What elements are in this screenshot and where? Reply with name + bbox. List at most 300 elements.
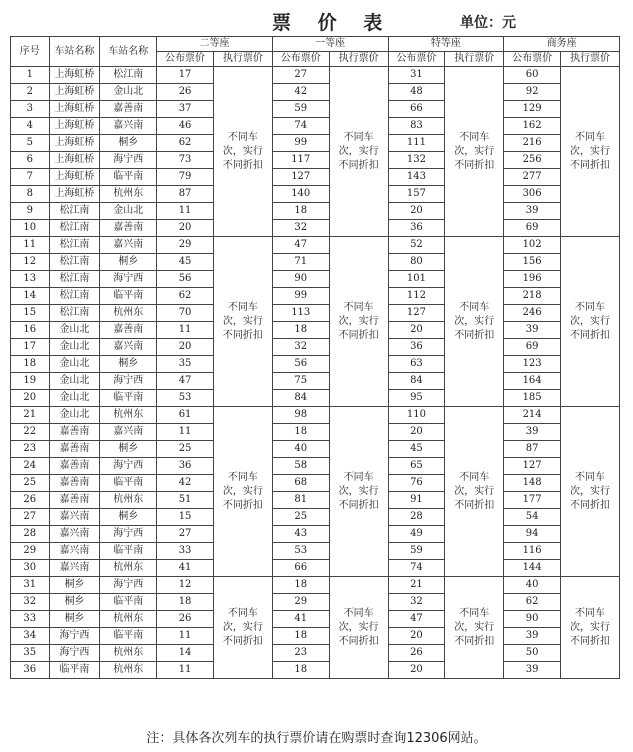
execution-price-note-line: 不同车 xyxy=(227,471,258,483)
cell-premium-class-price: 28 xyxy=(388,509,445,526)
table-row xyxy=(11,101,620,118)
execution-price-note-line: 不同车 xyxy=(343,131,374,143)
cell-to-station: 临平南 xyxy=(100,169,157,186)
cell-business-class-price: 92 xyxy=(504,84,561,101)
cell-index: 30 xyxy=(11,560,50,577)
execution-price-note-line: 不同车 xyxy=(575,607,606,619)
cell-index: 12 xyxy=(11,254,50,271)
execution-price-note-line: 不同折扣 xyxy=(222,499,263,511)
header-execution-price: 执行票价 xyxy=(561,52,620,67)
cell-first-class-price: 40 xyxy=(272,441,329,458)
cell-second-class-price: 62 xyxy=(157,288,214,305)
cell-from-station: 松江南 xyxy=(49,254,100,271)
cell-premium-class-price: 20 xyxy=(388,662,445,679)
cell-from-station: 嘉兴南 xyxy=(49,509,100,526)
cell-first-class-price: 81 xyxy=(272,492,329,509)
cell-first-class-price: 23 xyxy=(272,645,329,662)
execution-price-note-line: 不同车 xyxy=(343,471,374,483)
cell-second-class-price: 87 xyxy=(157,186,214,203)
execution-price-note-line: 不同折扣 xyxy=(570,159,611,171)
cell-to-station: 桐乡 xyxy=(100,135,157,152)
header-execution-price: 执行票价 xyxy=(445,52,504,67)
cell-business-class-price: 123 xyxy=(504,356,561,373)
cell-index: 31 xyxy=(11,577,50,594)
cell-premium-class-price: 36 xyxy=(388,220,445,237)
table-row xyxy=(11,441,620,458)
cell-second-class-price: 11 xyxy=(157,424,214,441)
cell-first-class-price: 25 xyxy=(272,509,329,526)
cell-from-station: 金山北 xyxy=(49,407,100,424)
cell-second-class-price: 56 xyxy=(157,271,214,288)
cell-index: 18 xyxy=(11,356,50,373)
cell-business-class-price: 156 xyxy=(504,254,561,271)
cell-premium-class-price: 47 xyxy=(388,611,445,628)
cell-premium-class-price: 20 xyxy=(388,628,445,645)
cell-index: 25 xyxy=(11,475,50,492)
cell-from-station: 松江南 xyxy=(49,203,100,220)
cell-business-class-price: 102 xyxy=(504,237,561,254)
execution-price-note-line: 次，实行 xyxy=(454,485,495,497)
header-class-second: 二等座 xyxy=(157,37,273,52)
cell-second-class-price: 42 xyxy=(157,475,214,492)
cell-first-class-price: 68 xyxy=(272,475,329,492)
cell-business-class-price: 127 xyxy=(504,458,561,475)
execution-price-note-line: 不同折扣 xyxy=(338,329,379,341)
header-to-station: 车站名称 xyxy=(100,37,157,67)
execution-price-note-line: 不同车 xyxy=(227,301,258,313)
cell-second-class-price: 45 xyxy=(157,254,214,271)
cell-business-class-price: 94 xyxy=(504,526,561,543)
cell-first-class-price: 71 xyxy=(272,254,329,271)
cell-premium-class-price: 101 xyxy=(388,271,445,288)
cell-index: 4 xyxy=(11,118,50,135)
cell-premium-class-price: 66 xyxy=(388,101,445,118)
cell-first-class-price: 18 xyxy=(272,628,329,645)
cell-first-class-price: 117 xyxy=(272,152,329,169)
cell-second-class-price: 12 xyxy=(157,577,214,594)
cell-business-class-price: 277 xyxy=(504,169,561,186)
cell-first-class-price: 18 xyxy=(272,662,329,679)
header-execution-price: 执行票价 xyxy=(329,52,388,67)
cell-index: 22 xyxy=(11,424,50,441)
cell-second-class-price: 11 xyxy=(157,628,214,645)
header-class-premium: 特等座 xyxy=(388,37,504,52)
cell-second-class-price: 14 xyxy=(157,645,214,662)
cell-index: 35 xyxy=(11,645,50,662)
table-row xyxy=(11,492,620,509)
execution-price-note-line: 不同车 xyxy=(575,301,606,313)
cell-first-class-price: 47 xyxy=(272,237,329,254)
cell-first-class-price: 127 xyxy=(272,169,329,186)
cell-index: 24 xyxy=(11,458,50,475)
cell-premium-class-price: 52 xyxy=(388,237,445,254)
cell-to-station: 杭州东 xyxy=(100,662,157,679)
cell-to-station: 杭州东 xyxy=(100,305,157,322)
execution-price-note xyxy=(213,577,272,679)
cell-to-station: 嘉善南 xyxy=(100,220,157,237)
cell-to-station: 临平南 xyxy=(100,543,157,560)
cell-premium-class-price: 26 xyxy=(388,645,445,662)
execution-price-note-line: 不同折扣 xyxy=(570,499,611,511)
cell-second-class-price: 11 xyxy=(157,662,214,679)
table-row xyxy=(11,594,620,611)
cell-to-station: 桐乡 xyxy=(100,356,157,373)
cell-business-class-price: 164 xyxy=(504,373,561,390)
cell-business-class-price: 246 xyxy=(504,305,561,322)
cell-premium-class-price: 65 xyxy=(388,458,445,475)
cell-premium-class-price: 157 xyxy=(388,186,445,203)
table-row xyxy=(11,577,620,594)
cell-second-class-price: 11 xyxy=(157,203,214,220)
execution-price-note xyxy=(561,67,620,237)
cell-to-station: 杭州东 xyxy=(100,492,157,509)
cell-from-station: 桐乡 xyxy=(49,611,100,628)
cell-first-class-price: 41 xyxy=(272,611,329,628)
cell-second-class-price: 79 xyxy=(157,169,214,186)
cell-from-station: 桐乡 xyxy=(49,594,100,611)
cell-business-class-price: 87 xyxy=(504,441,561,458)
cell-index: 33 xyxy=(11,611,50,628)
cell-business-class-price: 162 xyxy=(504,118,561,135)
cell-business-class-price: 39 xyxy=(504,203,561,220)
cell-to-station: 杭州东 xyxy=(100,560,157,577)
execution-price-note xyxy=(329,577,388,679)
execution-price-note-line: 次，实行 xyxy=(570,485,611,497)
cell-business-class-price: 306 xyxy=(504,186,561,203)
cell-first-class-price: 58 xyxy=(272,458,329,475)
cell-index: 34 xyxy=(11,628,50,645)
execution-price-note-line: 不同折扣 xyxy=(454,329,495,341)
execution-price-note-line: 次，实行 xyxy=(222,145,263,157)
cell-from-station: 桐乡 xyxy=(49,577,100,594)
table-row xyxy=(11,509,620,526)
cell-business-class-price: 50 xyxy=(504,645,561,662)
execution-price-note xyxy=(445,407,504,577)
cell-to-station: 临平南 xyxy=(100,475,157,492)
cell-business-class-price: 218 xyxy=(504,288,561,305)
execution-price-note-line: 次，实行 xyxy=(222,621,263,633)
cell-from-station: 上海虹桥 xyxy=(49,186,100,203)
cell-premium-class-price: 45 xyxy=(388,441,445,458)
execution-price-note-line: 次，实行 xyxy=(454,145,495,157)
cell-business-class-price: 177 xyxy=(504,492,561,509)
cell-from-station: 上海虹桥 xyxy=(49,84,100,101)
cell-business-class-price: 144 xyxy=(504,560,561,577)
cell-index: 15 xyxy=(11,305,50,322)
cell-premium-class-price: 49 xyxy=(388,526,445,543)
cell-second-class-price: 73 xyxy=(157,152,214,169)
cell-business-class-price: 196 xyxy=(504,271,561,288)
table-row xyxy=(11,407,620,424)
cell-index: 1 xyxy=(11,67,50,84)
execution-price-note-line: 次，实行 xyxy=(338,485,379,497)
cell-to-station: 海宁西 xyxy=(100,271,157,288)
table-row xyxy=(11,526,620,543)
execution-price-note-line: 不同折扣 xyxy=(454,159,495,171)
cell-index: 27 xyxy=(11,509,50,526)
header-published-price: 公布票价 xyxy=(272,52,329,67)
table-row xyxy=(11,288,620,305)
cell-index: 19 xyxy=(11,373,50,390)
cell-second-class-price: 62 xyxy=(157,135,214,152)
header-class-first: 一等座 xyxy=(272,37,388,52)
cell-first-class-price: 53 xyxy=(272,543,329,560)
cell-premium-class-price: 83 xyxy=(388,118,445,135)
cell-to-station: 杭州东 xyxy=(100,611,157,628)
cell-from-station: 上海虹桥 xyxy=(49,118,100,135)
fare-table-body xyxy=(11,67,620,679)
cell-second-class-price: 26 xyxy=(157,611,214,628)
execution-price-note-line: 不同车 xyxy=(227,131,258,143)
cell-from-station: 金山北 xyxy=(49,322,100,339)
cell-business-class-price: 60 xyxy=(504,67,561,84)
cell-to-station: 杭州东 xyxy=(100,186,157,203)
execution-price-note-line: 不同折扣 xyxy=(338,159,379,171)
execution-price-note-line: 次，实行 xyxy=(570,145,611,157)
cell-from-station: 松江南 xyxy=(49,305,100,322)
cell-first-class-price: 90 xyxy=(272,271,329,288)
cell-to-station: 嘉善南 xyxy=(100,101,157,118)
execution-price-note-line: 不同车 xyxy=(459,607,490,619)
cell-first-class-price: 98 xyxy=(272,407,329,424)
cell-to-station: 杭州东 xyxy=(100,645,157,662)
cell-index: 2 xyxy=(11,84,50,101)
cell-premium-class-price: 32 xyxy=(388,594,445,611)
table-row xyxy=(11,135,620,152)
cell-to-station: 嘉兴南 xyxy=(100,424,157,441)
table-row xyxy=(11,254,620,271)
cell-to-station: 海宁西 xyxy=(100,152,157,169)
table-row xyxy=(11,152,620,169)
table-row xyxy=(11,662,620,679)
cell-to-station: 临平南 xyxy=(100,390,157,407)
execution-price-note-line: 不同折扣 xyxy=(570,329,611,341)
cell-second-class-price: 20 xyxy=(157,339,214,356)
cell-index: 26 xyxy=(11,492,50,509)
execution-price-note xyxy=(445,577,504,679)
execution-price-note-line: 不同折扣 xyxy=(222,159,263,171)
cell-second-class-price: 37 xyxy=(157,101,214,118)
cell-to-station: 海宁西 xyxy=(100,458,157,475)
cell-premium-class-price: 112 xyxy=(388,288,445,305)
table-row xyxy=(11,305,620,322)
cell-index: 29 xyxy=(11,543,50,560)
cell-business-class-price: 185 xyxy=(504,390,561,407)
cell-second-class-price: 20 xyxy=(157,220,214,237)
fare-table xyxy=(10,36,620,679)
cell-premium-class-price: 20 xyxy=(388,322,445,339)
cell-from-station: 上海虹桥 xyxy=(49,101,100,118)
cell-index: 8 xyxy=(11,186,50,203)
execution-price-note xyxy=(213,237,272,407)
cell-index: 13 xyxy=(11,271,50,288)
cell-second-class-price: 26 xyxy=(157,84,214,101)
cell-to-station: 嘉兴南 xyxy=(100,339,157,356)
cell-second-class-price: 11 xyxy=(157,322,214,339)
cell-first-class-price: 43 xyxy=(272,526,329,543)
execution-price-note xyxy=(329,407,388,577)
cell-premium-class-price: 111 xyxy=(388,135,445,152)
cell-business-class-price: 116 xyxy=(504,543,561,560)
cell-first-class-price: 99 xyxy=(272,135,329,152)
cell-first-class-price: 42 xyxy=(272,84,329,101)
cell-premium-class-price: 48 xyxy=(388,84,445,101)
cell-first-class-price: 18 xyxy=(272,322,329,339)
table-row xyxy=(11,475,620,492)
execution-price-note-line: 不同车 xyxy=(227,607,258,619)
cell-from-station: 海宁西 xyxy=(49,628,100,645)
execution-price-note-line: 次，实行 xyxy=(454,621,495,633)
execution-price-note xyxy=(213,407,272,577)
cell-business-class-price: 256 xyxy=(504,152,561,169)
cell-business-class-price: 39 xyxy=(504,662,561,679)
execution-price-note-line: 不同折扣 xyxy=(454,499,495,511)
cell-premium-class-price: 80 xyxy=(388,254,445,271)
cell-from-station: 嘉善南 xyxy=(49,424,100,441)
cell-premium-class-price: 95 xyxy=(388,390,445,407)
cell-from-station: 松江南 xyxy=(49,271,100,288)
table-row xyxy=(11,271,620,288)
table-row xyxy=(11,186,620,203)
cell-from-station: 嘉兴南 xyxy=(49,560,100,577)
execution-price-note-line: 不同折扣 xyxy=(338,635,379,647)
execution-price-note xyxy=(445,67,504,237)
cell-business-class-price: 39 xyxy=(504,424,561,441)
header-published-price: 公布票价 xyxy=(157,52,214,67)
cell-first-class-price: 18 xyxy=(272,424,329,441)
cell-business-class-price: 54 xyxy=(504,509,561,526)
cell-second-class-price: 29 xyxy=(157,237,214,254)
cell-second-class-price: 47 xyxy=(157,373,214,390)
cell-from-station: 上海虹桥 xyxy=(49,152,100,169)
cell-to-station: 海宁西 xyxy=(100,577,157,594)
cell-first-class-price: 18 xyxy=(272,203,329,220)
cell-second-class-price: 35 xyxy=(157,356,214,373)
cell-from-station: 嘉善南 xyxy=(49,475,100,492)
cell-business-class-price: 216 xyxy=(504,135,561,152)
cell-business-class-price: 214 xyxy=(504,407,561,424)
cell-premium-class-price: 20 xyxy=(388,203,445,220)
cell-from-station: 金山北 xyxy=(49,339,100,356)
table-row xyxy=(11,322,620,339)
execution-price-note-line: 不同车 xyxy=(459,471,490,483)
table-row xyxy=(11,645,620,662)
cell-business-class-price: 39 xyxy=(504,628,561,645)
table-row xyxy=(11,458,620,475)
cell-business-class-price: 129 xyxy=(504,101,561,118)
cell-first-class-price: 74 xyxy=(272,118,329,135)
table-row xyxy=(11,373,620,390)
cell-from-station: 松江南 xyxy=(49,237,100,254)
cell-business-class-price: 69 xyxy=(504,220,561,237)
cell-premium-class-price: 110 xyxy=(388,407,445,424)
cell-premium-class-price: 31 xyxy=(388,67,445,84)
table-row xyxy=(11,543,620,560)
cell-business-class-price: 148 xyxy=(504,475,561,492)
cell-to-station: 海宁西 xyxy=(100,373,157,390)
cell-second-class-price: 18 xyxy=(157,594,214,611)
cell-premium-class-price: 76 xyxy=(388,475,445,492)
cell-premium-class-price: 91 xyxy=(388,492,445,509)
cell-from-station: 金山北 xyxy=(49,373,100,390)
cell-index: 5 xyxy=(11,135,50,152)
cell-second-class-price: 61 xyxy=(157,407,214,424)
header-execution-price: 执行票价 xyxy=(213,52,272,67)
execution-price-note-line: 次，实行 xyxy=(570,315,611,327)
cell-first-class-price: 32 xyxy=(272,339,329,356)
cell-first-class-price: 84 xyxy=(272,390,329,407)
execution-price-note-line: 次，实行 xyxy=(338,315,379,327)
cell-business-class-price: 62 xyxy=(504,594,561,611)
cell-from-station: 嘉兴南 xyxy=(49,526,100,543)
header-published-price: 公布票价 xyxy=(504,52,561,67)
execution-price-note-line: 不同车 xyxy=(459,131,490,143)
cell-index: 21 xyxy=(11,407,50,424)
page-title: 票 价 表 xyxy=(272,12,393,34)
execution-price-note xyxy=(561,577,620,679)
cell-premium-class-price: 63 xyxy=(388,356,445,373)
cell-premium-class-price: 20 xyxy=(388,424,445,441)
cell-premium-class-price: 84 xyxy=(388,373,445,390)
execution-price-note xyxy=(561,407,620,577)
execution-price-note-line: 次，实行 xyxy=(454,315,495,327)
table-row xyxy=(11,611,620,628)
table-row xyxy=(11,356,620,373)
cell-second-class-price: 25 xyxy=(157,441,214,458)
table-row xyxy=(11,424,620,441)
execution-price-note-line: 不同折扣 xyxy=(338,499,379,511)
cell-second-class-price: 41 xyxy=(157,560,214,577)
cell-first-class-price: 32 xyxy=(272,220,329,237)
header-published-price: 公布票价 xyxy=(388,52,445,67)
cell-from-station: 上海虹桥 xyxy=(49,135,100,152)
cell-premium-class-price: 132 xyxy=(388,152,445,169)
cell-from-station: 嘉善南 xyxy=(49,492,100,509)
execution-price-note-line: 不同车 xyxy=(459,301,490,313)
table-row xyxy=(11,339,620,356)
header-class-business: 商务座 xyxy=(504,37,620,52)
cell-premium-class-price: 21 xyxy=(388,577,445,594)
cell-index: 14 xyxy=(11,288,50,305)
execution-price-note-line: 不同车 xyxy=(575,131,606,143)
cell-from-station: 临平南 xyxy=(49,662,100,679)
execution-price-note-line: 不同车 xyxy=(575,471,606,483)
table-row xyxy=(11,560,620,577)
cell-second-class-price: 15 xyxy=(157,509,214,526)
table-row xyxy=(11,220,620,237)
cell-index: 28 xyxy=(11,526,50,543)
cell-first-class-price: 59 xyxy=(272,101,329,118)
cell-to-station: 海宁西 xyxy=(100,526,157,543)
cell-from-station: 嘉善南 xyxy=(49,441,100,458)
execution-price-note xyxy=(561,237,620,407)
execution-price-note xyxy=(213,67,272,237)
table-row xyxy=(11,84,620,101)
cell-second-class-price: 46 xyxy=(157,118,214,135)
cell-to-station: 金山北 xyxy=(100,203,157,220)
execution-price-note-line: 不同车 xyxy=(343,607,374,619)
cell-to-station: 金山北 xyxy=(100,84,157,101)
cell-first-class-price: 66 xyxy=(272,560,329,577)
cell-from-station: 嘉兴南 xyxy=(49,543,100,560)
execution-price-note-line: 次，实行 xyxy=(338,145,379,157)
cell-second-class-price: 27 xyxy=(157,526,214,543)
cell-first-class-price: 29 xyxy=(272,594,329,611)
cell-from-station: 上海虹桥 xyxy=(49,169,100,186)
table-row xyxy=(11,67,620,84)
cell-first-class-price: 27 xyxy=(272,67,329,84)
cell-first-class-price: 140 xyxy=(272,186,329,203)
